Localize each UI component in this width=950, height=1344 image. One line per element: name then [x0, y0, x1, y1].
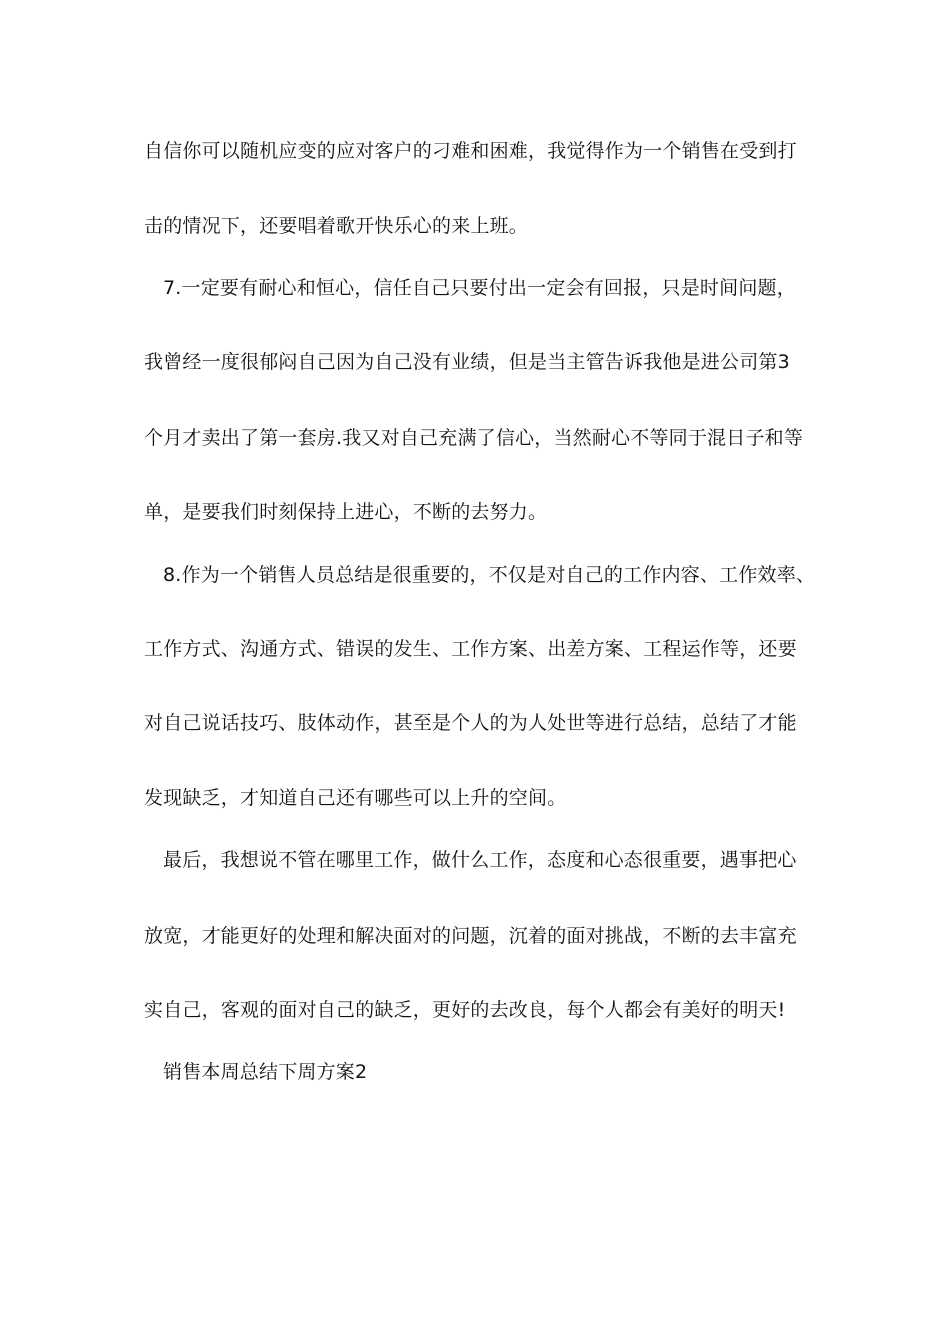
text-line-10: 发现缺乏，才知道自己还有哪些可以上升的空间。 [144, 787, 567, 809]
text-line-13: 实自己，客观的面对自己的缺乏，更好的去改良，每个人都会有美好的明天! [144, 999, 786, 1021]
text-line-8: 工作方式、沟通方式、错误的发生、工作方案、出差方案、工程运作等，还要 [144, 638, 797, 660]
text-line-9: 对自己说话技巧、肢体动作，甚至是个人的为人处世等进行总结，总结了才能 [144, 712, 797, 734]
text-line-4: 我曾经一度很郁闷自己因为自己没有业绩，但是当主管告诉我他是进公司第3 [144, 351, 790, 373]
text-line-2: 击的情况下，还要唱着歌开快乐心的来上班。 [144, 215, 529, 237]
section-heading: 销售本周总结下周方案2 [163, 1061, 368, 1083]
text-line-11: 最后，我想说不管在哪里工作，做什么工作，态度和心态很重要，遇事把心 [163, 849, 797, 871]
text-line-7: 8.作为一个销售人员总结是很重要的，不仅是对自己的工作内容、工作效率、 [163, 564, 816, 586]
text-line-6: 单，是要我们时刻保持上进心，不断的去努力。 [144, 501, 548, 523]
text-line-12: 放宽，才能更好的处理和解决面对的问题，沉着的面对挑战，不断的去丰富充 [144, 925, 797, 947]
text-line-5: 个月才卖出了第一套房.我又对自己充满了信心，当然耐心不等同于混日子和等 [144, 427, 804, 449]
text-line-3: 7.一定要有耐心和恒心，信任自己只要付出一定会有回报，只是时间问题， [163, 277, 796, 299]
text-line-1: 自信你可以随机应变的应对客户的刁难和困难，我觉得作为一个销售在受到打 [144, 140, 797, 162]
